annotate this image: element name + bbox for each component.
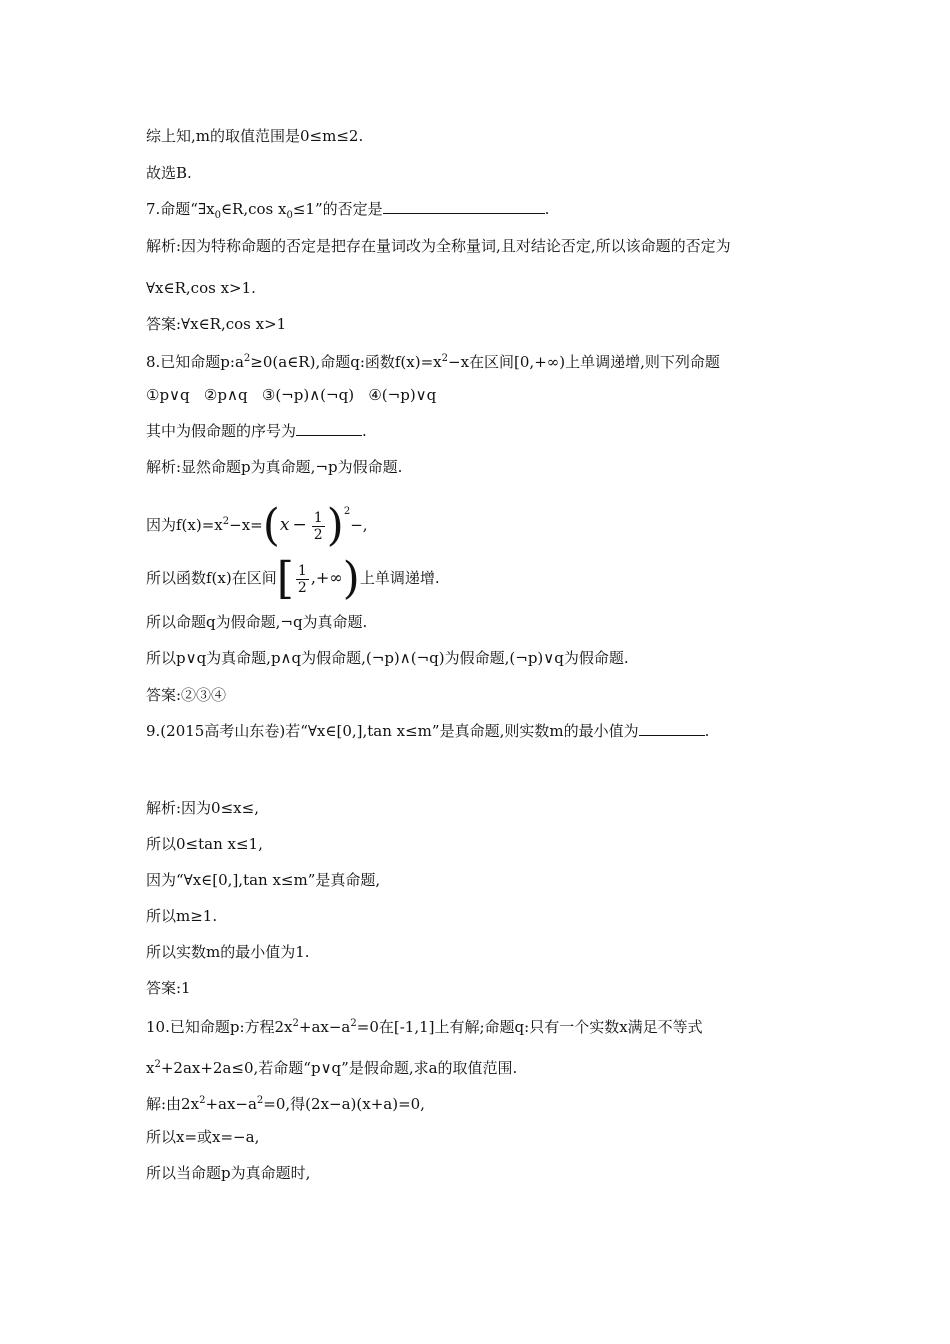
right-paren: )	[326, 500, 344, 551]
line-text: 所以x=或x=−a,	[146, 1128, 260, 1146]
text-line	[146, 236, 731, 256]
line-text: 所以函数f(x)在区间	[146, 569, 277, 587]
line-text: 解:由2x	[146, 1095, 200, 1113]
q8-text: 8.已知命题p:a	[146, 353, 244, 371]
line-text: 解析:因为特称命题的否定是把存在量词改为全称量词,且对结论否定,所以该命题的否定为	[146, 237, 731, 255]
superscript: 2	[199, 1095, 206, 1106]
question-9	[146, 721, 709, 741]
subscript: 0	[286, 210, 293, 221]
answer-line	[146, 685, 226, 705]
subscript: 0	[214, 210, 221, 221]
superscript: 2	[243, 353, 251, 364]
fraction-half	[296, 563, 309, 596]
line-text: 综上知,m的取值范围是0≤m≤2.	[146, 127, 364, 145]
left-paren: (	[262, 500, 280, 551]
superscript: 2	[154, 1059, 161, 1070]
line-text: 因为“∀x∈[0,],tan x≤m”是真命题,	[146, 871, 381, 889]
line-text: +2ax+2a≤0,若命题“p∨q”是假命题,求a的取值范围.	[160, 1059, 518, 1077]
line-text: −,	[350, 516, 368, 534]
text-line	[146, 1091, 425, 1114]
line-text: 所以命题q为假命题,¬q为真命题.	[146, 613, 368, 631]
answer-line	[146, 314, 286, 334]
text-line	[146, 648, 629, 668]
line-text: ①p∨q ②p∧q ③(¬p)∧(¬q) ④(¬p)∨q	[146, 386, 437, 404]
line-text: 答案:②③④	[146, 686, 227, 704]
text-line	[146, 1055, 517, 1078]
line-text: .	[362, 422, 367, 440]
line-text: +ax−a	[205, 1095, 257, 1113]
text-line	[146, 457, 402, 477]
left-bracket: [	[276, 553, 294, 604]
formula-line	[146, 492, 368, 552]
right-paren: )	[342, 553, 360, 604]
numerator: 1	[297, 562, 307, 579]
text-line	[146, 126, 363, 146]
text-line	[146, 1163, 310, 1183]
line-text: 所以实数m的最小值为1.	[146, 943, 310, 961]
fraction-half	[312, 510, 325, 543]
question-10	[146, 1014, 703, 1037]
line-text: 解析:因为0≤x≤,	[146, 799, 259, 817]
interval-line	[146, 553, 440, 604]
q9-text: .	[704, 722, 710, 740]
text-line	[146, 163, 192, 183]
text-line	[146, 278, 256, 298]
q7-text: .	[544, 200, 550, 218]
text-line	[146, 834, 263, 854]
answer-blank	[383, 199, 545, 214]
answer-blank	[296, 421, 362, 436]
line-text: 所以m≥1.	[146, 907, 218, 925]
line-text: 答案:∀x∈R,cos x>1	[146, 315, 287, 333]
math-x: x	[279, 515, 290, 535]
answer-blank	[639, 721, 705, 736]
line-text: 因为f(x)=x	[146, 516, 223, 534]
line-text: 其中为假命题的序号为	[146, 422, 297, 440]
q7-text: 7.命题“∃x	[146, 200, 215, 218]
denominator: 2	[313, 526, 323, 543]
superscript: 2	[222, 516, 230, 527]
q8-text: ≥0(a∈R),命题q:函数f(x)=x	[250, 353, 442, 371]
superscript: 2	[292, 1018, 299, 1029]
superscript: 2	[343, 506, 351, 517]
line-text: 答案:1	[146, 979, 191, 997]
text-line	[146, 798, 259, 818]
text-line	[146, 612, 367, 632]
math-infinity: ,+∞	[310, 568, 343, 587]
q10-text: 10.已知命题p:方程2x	[146, 1018, 293, 1036]
superscript: 2	[441, 353, 448, 364]
numerator: 1	[313, 509, 323, 526]
q9-text: 9.(2015高考山东卷)若“∀x∈[0,],tan x≤m”是真命题,则实数m的最小值为	[146, 722, 639, 740]
line-text: =0,得(2x−a)(x+a)=0,	[263, 1095, 425, 1113]
math-minus: −	[292, 515, 307, 535]
text-line	[146, 870, 380, 890]
line-text: 上单调递增.	[359, 569, 440, 587]
text-line	[146, 906, 217, 926]
question-7	[146, 199, 549, 226]
q8-text: −x在区间[0,+∞)上单调递增,则下列命题	[448, 353, 720, 371]
line-text: 解析:显然命题p为真命题,¬p为假命题.	[146, 458, 403, 476]
question-8	[146, 349, 720, 372]
line-text: 所以p∨q为真命题,p∧q为假命题,(¬p)∧(¬q)为假命题,(¬p)∨q为假命题.	[146, 649, 629, 667]
line-text: −x=	[229, 516, 263, 534]
line-text: 所以0≤tan x≤1,	[146, 835, 263, 853]
superscript: 2	[256, 1095, 264, 1106]
line-text: x	[146, 1059, 155, 1077]
line-text: 所以当命题p为真命题时,	[146, 1164, 311, 1182]
options-line	[146, 385, 436, 405]
q7-text: ∈R,cos x	[220, 200, 287, 218]
answer-line	[146, 978, 191, 998]
superscript: 2	[350, 1018, 357, 1029]
q10-text: =0在[-1,1]上有解;命题q:只有一个实数x满足不等式	[356, 1018, 703, 1036]
text-line	[146, 421, 367, 441]
denominator: 2	[297, 579, 307, 596]
line-text: ∀x∈R,cos x>1.	[146, 279, 256, 297]
line-text: 故选B.	[146, 164, 192, 182]
text-line	[146, 942, 310, 962]
q7-text: ≤1”的否定是	[292, 200, 383, 218]
text-line	[146, 1127, 259, 1147]
q10-text: +ax−a	[298, 1018, 351, 1036]
